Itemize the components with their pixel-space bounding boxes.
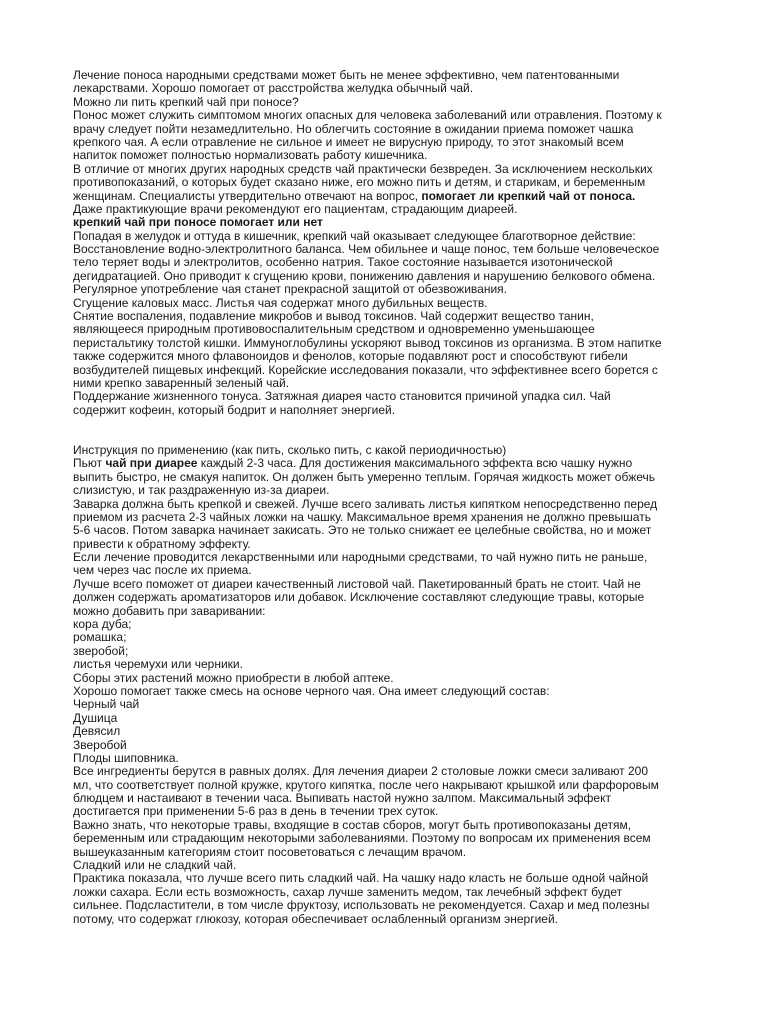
list-item: Девясил bbox=[73, 724, 121, 739]
list-item: ромашка; bbox=[73, 630, 127, 645]
text-line: В отличие от многих других народных средств чай практически безвреден. За исключением нескольких bbox=[73, 161, 653, 176]
text-line: приемом из расчета 2-3 чайных ложки на чашку. Максимальное время хранения не должно превышать bbox=[73, 509, 651, 524]
text-line: крепкого чая. А если отравление не сильное и имеет не вирусную природу, то этот знакомый всем bbox=[73, 134, 624, 149]
text-line: Попадая в желудок и оттуда в кишечник, крепкий чай оказывает следующее благотворное действие: bbox=[73, 228, 636, 243]
text-line: мл, что соответствует полной кружке, крутого кипятка, после чего накрывают крышкой или фарфоровым bbox=[73, 777, 659, 792]
text-line: лекарствами. Хорошо помогает от расстройства желудка обычный чай. bbox=[73, 81, 474, 96]
text-line: ложки сахара. Если есть возможность, сахар лучше заменить медом, так лечебный эффект будет bbox=[73, 884, 623, 899]
text-run: каждый 2-3 часа. Для достижения максимального эффекта всю чашку нужно bbox=[197, 456, 633, 471]
text-line: вышеуказанным категориям стоит посоветоваться с лечащим врачом. bbox=[73, 844, 467, 859]
text-line: Лучше всего поможет от диареи качественный листовой чай. Пакетированный брать не стоит. Чай не bbox=[73, 576, 641, 591]
text-line: перистальтику толстой кишки. Иммуноглобулины ускоряют вывод токсинов из организма. В этом напитке bbox=[73, 335, 662, 350]
text-line: должен содержать ароматизаторов или добавок. Исключение составляют следующие травы, которые bbox=[73, 590, 645, 605]
bold-heading bbox=[73, 216, 703, 229]
question-heading: Можно ли пить крепкий чай при поносе? bbox=[73, 94, 299, 109]
list-item: зверобой; bbox=[73, 643, 129, 658]
text-line: напиток поможет полностью нормализовать работу кишечника. bbox=[73, 148, 428, 163]
text-line: Все ингредиенты берутся в равных долях. Для лечения диареи 2 столовые ложки смеси заливают 200 bbox=[73, 764, 649, 779]
text-line: Восстановление водно-электролитного баланса. Чем обильнее и чаще понос, тем больше человеческое bbox=[73, 242, 660, 257]
text-line: Понос может служить симптомом многих опасных для человека заболеваний или отравления. Поэтому к bbox=[73, 108, 662, 123]
text-line: Поддержание жизненного тонуса. Затяжная диарея часто становится причиной упадка сил. Чай bbox=[73, 389, 611, 404]
text-line: выпить быстро, не смакуя напиток. Он должен быть умеренно теплым. Горячая жидкость может обжечь bbox=[73, 469, 655, 484]
document-body bbox=[73, 69, 703, 926]
text-line: можно добавить при заваривании: bbox=[73, 603, 266, 618]
instruction-heading: Инструкция по применению (как пить, сколько пить, с какой периодичностью) bbox=[73, 442, 507, 457]
blank-line bbox=[73, 417, 703, 430]
text-line: потому, что содержат глюкозу, которая обеспечивает ослабленный организм энергией. bbox=[73, 911, 559, 926]
text-line: Сборы этих растений можно приобрести в любой аптеке. bbox=[73, 670, 394, 685]
text-line: привести к обратному эффекту. bbox=[73, 536, 251, 551]
text-line: Заварка должна быть крепкой и свежей. Лучше всего заливать листья кипятком непосредственно перед bbox=[73, 496, 658, 511]
blank-line bbox=[73, 431, 703, 444]
text-line: содержит кофеин, который бодрит и наполняет энергией. bbox=[73, 402, 396, 417]
text-line: тело теряет воды и электролитов, особенно натрия. Такое состояние называется изотонической bbox=[73, 255, 613, 270]
text-line: достигается при применении 5-6 раз в день в течении трех суток. bbox=[73, 804, 439, 819]
text-line: беременным или страдающим некоторыми заболеваниями. Поэтому по вопросам их применения всем bbox=[73, 831, 651, 846]
list-item: Зверобой bbox=[73, 737, 127, 752]
subheading: Сладкий или не сладкий чай. bbox=[73, 858, 237, 873]
text-line: 5-6 часов. Потом заварка начинает закисать. Это не только снижает ее целебные свойства, но и может bbox=[73, 523, 652, 538]
text-line: врачу следует пойти незамедлительно. Но облегчить состояние в ожидании приема поможет чашка bbox=[73, 121, 634, 136]
text-line: слизистую, и так раздраженную из-за диареи. bbox=[73, 483, 330, 498]
bold-heading-text: крепкий чай при поносе помогает или нет bbox=[73, 215, 323, 230]
list-item: кора дуба; bbox=[73, 617, 132, 632]
text-line: чем через час после их приема. bbox=[73, 563, 252, 578]
list-item: Плоды шиповника. bbox=[73, 750, 179, 765]
text-line: ними крепко заваренный зеленый чай. bbox=[73, 375, 290, 390]
text-line: противопоказаний, о которых будет сказано ниже, его можно пить и детям, и старикам, и беременным bbox=[73, 175, 646, 190]
text-line: Практика показала, что лучше всего пить сладкий чай. На чашку надо класть не больше одной чайной bbox=[73, 871, 649, 886]
text-line bbox=[73, 190, 703, 203]
text-line: также содержится много флавоноидов и фенолов, которые подавляют рост и способствуют гибели bbox=[73, 349, 628, 364]
text-line: Хорошо помогает также смесь на основе черного чая. Она имеет следующий состав: bbox=[73, 683, 550, 698]
bold-tea-diarrhea: чай при диарее bbox=[105, 456, 198, 471]
text-line: блюдцем и настаивают в течении часа. Выпивать настой нужно залпом. Максимальный эффект bbox=[73, 791, 611, 806]
text-line: Снятие воспаления, подавление микробов и вывод токсинов. Чай содержит вещество танин, bbox=[73, 309, 594, 324]
text-line: возбудителей пищевых инфекций. Корейские исследования показали, что эффективнее всего борется с bbox=[73, 362, 658, 377]
list-item: Душица bbox=[73, 710, 118, 725]
text-line: Важно знать, что некоторые травы, входящие в состав сборов, могут быть противопоказаны детям, bbox=[73, 817, 632, 832]
list-item: Черный чай bbox=[73, 697, 140, 712]
text-line: Сгущение каловых масс. Листья чая содержат много дубильных веществ. bbox=[73, 295, 488, 310]
text-line: являющееся природным противовоспалительным средством и одновременно уменьшающее bbox=[73, 322, 595, 337]
text-run: женщинам. Специалисты утвердительно отвечают на вопрос, bbox=[73, 188, 422, 203]
text-line: Регулярное употребление чая станет прекрасной защитой от обезвоживания. bbox=[73, 282, 507, 297]
text-line: сильнее. Подсластители, в том числе фруктозу, использовать не рекомендуется. Сахар и мед полезны bbox=[73, 898, 650, 913]
list-item: листья черемухи или черники. bbox=[73, 657, 243, 672]
bold-answer: помогает ли крепкий чай от поноса. bbox=[421, 188, 636, 203]
text-line bbox=[73, 457, 703, 470]
text-line: Лечение поноса народными средствами может быть не менее эффективно, чем патентованными bbox=[73, 68, 620, 82]
text-run: Пьют bbox=[73, 456, 106, 471]
text-line: Даже практикующие врачи рекомендуют его пациентам, страдающим диареей. bbox=[73, 201, 518, 216]
text-line: дегидратацией. Оно приводит к сгущению крови, понижению давления и нарушению белкового обмена. bbox=[73, 268, 656, 283]
text-line: Если лечение проводится лекарственными или народными средствами, то чай нужно пить не раньше, bbox=[73, 550, 648, 565]
